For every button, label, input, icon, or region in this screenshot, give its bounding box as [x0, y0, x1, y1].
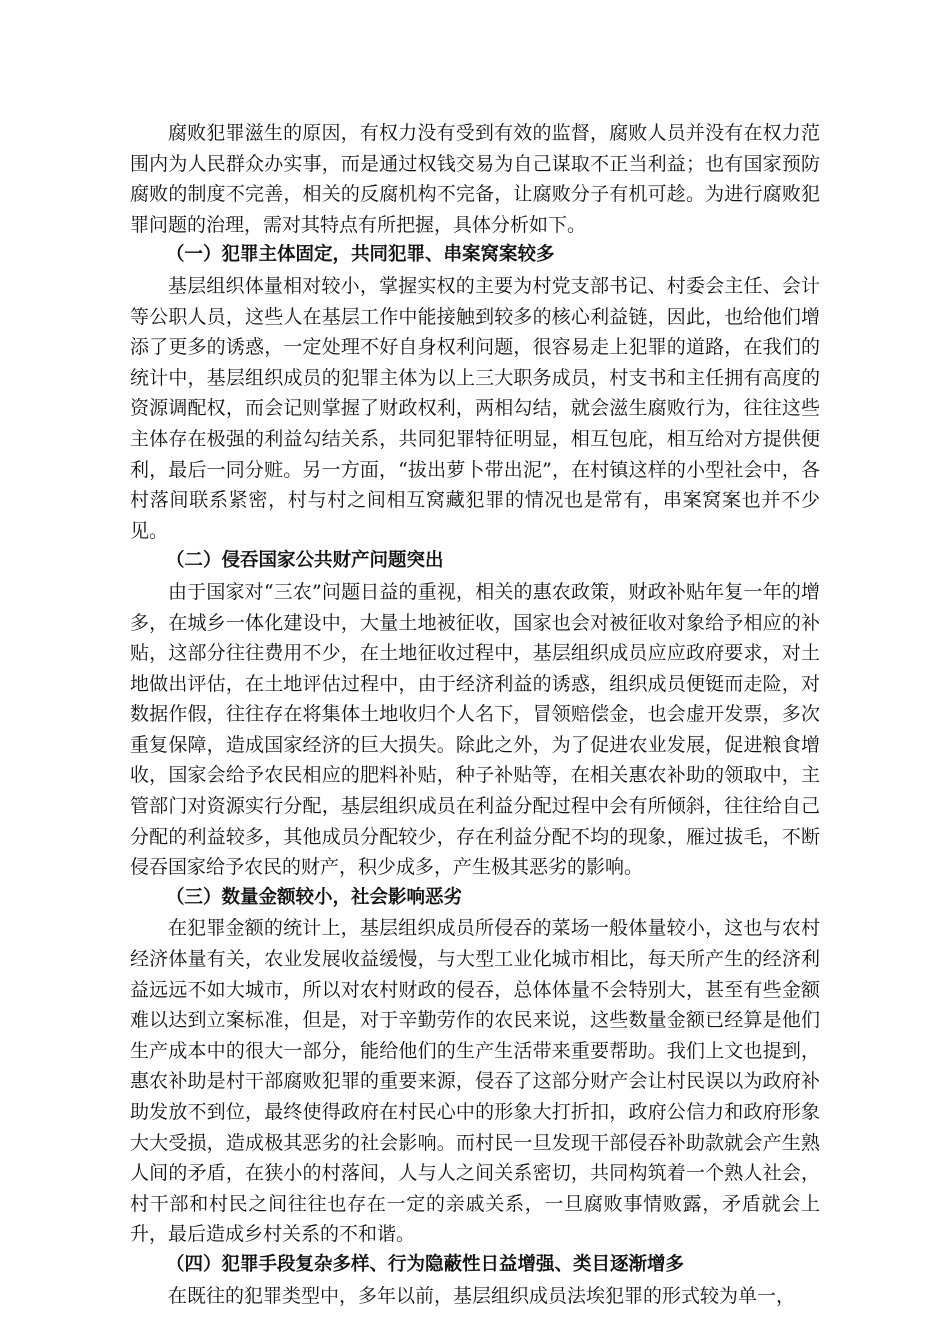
section-heading-1: （一）犯罪主体固定，共同犯罪、串案窝案较多 — [166, 244, 555, 266]
section-heading-2: （二）侵吞国家公共财产问题突出 — [166, 550, 444, 572]
paragraph-section-2: 由于国家对“三农”问题日益的重视，相关的惠农政策，财政补贴年复一年的增多，在城乡一体化建设中，大量土地被征收，国家也会对被征收对象给予相应的补贴，这部分往往费用不少，在土地征收过程中，基层组织成员应应政府要求，对土地做出评估，在土地评估过程中，由于经济利益的诱惑，组织成员便铤而走险，对数据作假，往往存在将集体土地收归个人名下，冒领赔偿金，也会虚开发票，多次重复保障，造成国家经济的巨大损失。除此之外，为了促进农业发展，促进粮食增收，国家会给予农民相应的肥料补贴，种子补贴等，在相关惠农补助的领取中，主管部门对资源实行分配，基层组织成员在利益分配过程中会有所倾斜，往往给自己分配的利益较多，其他成员分配较少，存在利益分配不均的现象，雁过拔毛，不断侵吞国家给予农民的财产，积少成多，产生极其恶劣的影响。 — [130, 580, 820, 879]
section-heading-3: （三）数量金额较小，社会影响恶劣 — [166, 886, 463, 908]
document-body — [130, 118, 820, 1311]
paragraph-section-3: 在犯罪金额的统计上，基层组织成员所侵吞的菜场一般体量较小，这也与农村经济体量有关，农业发展收益缓慢，与大型工业化城市相比，每天所产生的经济利益远远不如大城市，所以对农村财政的侵吞，总体体量不会特别大，甚至有些金额难以达到立案标准，但是，对于辛勤劳作的农民来说，这些数量金额已经算是他们生产成本中的很大一部分，能给他们的生产生活带来重要帮助。我们上文也提到，惠农补助是村干部腐败犯罪的重要来源，侵吞了这部分财产会让村民误以为政府补助发放不到位，最终使得政府在村民心中的形象大打折扣，政府公信力和政府形象大大受损，造成极其恶劣的社会影响。而村民一旦发现干部侵吞补助款就会产生熟人间的矛盾，在狭小的村落间，人与人之间关系密切，共同构筑着一个熟人社会，村干部和村民之间往往也存在一定的亲戚关系，一旦腐败事情败露，矛盾就会上升，最后造成乡村关系的不和谐。 — [130, 917, 820, 1246]
paragraph-section-1: 基层组织体量相对较小，掌握实权的主要为村党支部书记、村委会主任、会计等公职人员，这些人在基层工作中能接触到较多的核心利益链，因此，也给他们增添了更多的诱惑，一定处理不好自身权利问题，很容易走上犯罪的道路，在我们的统计中，基层组织成员的犯罪主体为以上三大职务成员，村支书和主任拥有高度的资源调配权，而会记则掌握了财政权利，两相勾结，就会滋生腐败行为，往往这些主体存在极强的利益勾结关系，共同犯罪特征明显，相互包庇，相互给对方提供便利，最后一同分赃。另一方面，“拔出萝卜带出泥”，在村镇这样的小型社会中，各村落间联系紧密，村与村之间相互窝藏犯罪的情况也是常有，串案窝案也并不少见。 — [130, 274, 820, 542]
section-heading-4: （四）犯罪手段复杂多样、行为隐蔽性日益增强、类目逐渐增多 — [166, 1253, 685, 1275]
paragraph-intro: 腐败犯罪滋生的原因，有权力没有受到有效的监督，腐败人员并没有在权力范围内为人民群众办实事，而是通过权钱交易为自己谋取不正当利益；也有国家预防腐败的制度不完善，相关的反腐机构不完备，让腐败分子有机可趁。为进行腐败犯罪问题的治理，需对其特点有所把握，具体分析如下。 — [130, 122, 820, 236]
paragraph-section-4: 在既往的犯罪类型中，多年以前，基层组织成员法埃犯罪的形式较为单一， — [168, 1284, 796, 1307]
